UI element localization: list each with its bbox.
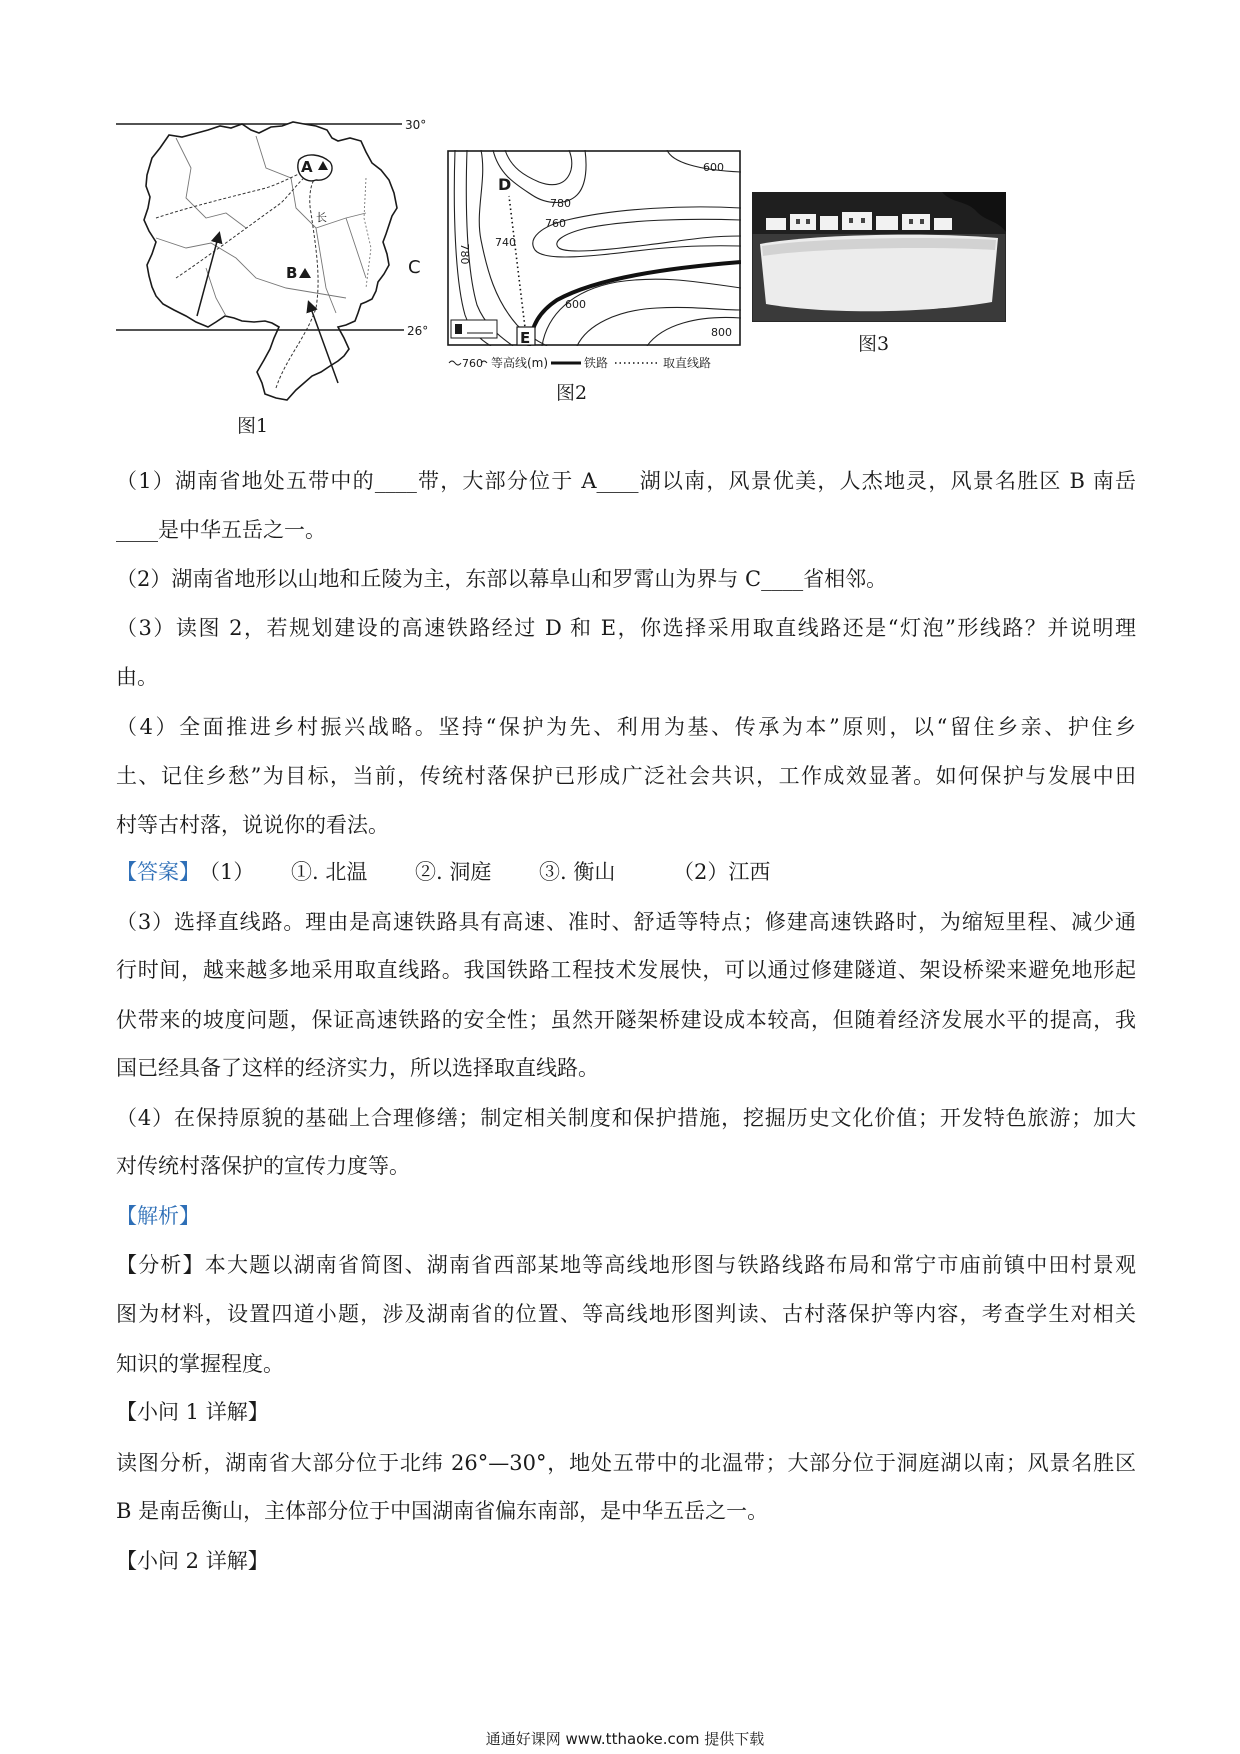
question-1-line-2: ____是中华五岳之一。 bbox=[116, 518, 326, 542]
figure-2-legend bbox=[447, 352, 741, 374]
question-2-line-1: （2）湖南省地形以山地和丘陵为主，东部以幕阜山和罗霄山为界与 C____省相邻。 bbox=[116, 567, 888, 591]
page-footer: 通通好课网 www.tthaoke.com 提供下载 bbox=[485, 1730, 765, 1748]
answer-blank-3: ③. 衡山 bbox=[539, 860, 616, 884]
figure-1-caption: 图1 bbox=[237, 415, 269, 437]
contour-label-800: 800 bbox=[711, 326, 732, 339]
answer-3-line-4: 国已经具备了这样的经济实力，所以选择取直线路。 bbox=[116, 1056, 599, 1080]
contour-label-600-top: 600 bbox=[703, 161, 724, 174]
analysis-label: 【解析】 bbox=[116, 1204, 200, 1228]
figure-3-caption: 图3 bbox=[858, 333, 890, 355]
label-e: E bbox=[520, 329, 531, 346]
contour-label-600: 600 bbox=[565, 298, 586, 311]
contour-label-760: 760 bbox=[545, 217, 566, 230]
latitude-30-label: 30° bbox=[405, 118, 427, 132]
label-a: A bbox=[301, 158, 313, 176]
contour-label-740: 740 bbox=[495, 236, 516, 249]
subquestion-2-heading: 【小问 2 详解】 bbox=[116, 1549, 269, 1573]
question-4-line-2: 土、记住乡愁”为目标，当前，传统村落保护已形成广泛社会共识，工作成效显著。如何保护与发展中田 bbox=[116, 764, 1136, 788]
answer-3-line-2: 行时间，越来越多地采用取直线路。我国铁路工程技术发展快，可以通过修建隧道、架设桥梁来避免地形起 bbox=[116, 958, 1136, 982]
answer-summary-line bbox=[116, 857, 1136, 887]
subquestion-1-heading: 【小问 1 详解】 bbox=[116, 1400, 269, 1424]
analysis-line-3: 知识的掌握程度。 bbox=[116, 1352, 284, 1376]
map-frame bbox=[448, 151, 740, 345]
subquestion-1-line-1: 读图分析，湖南省大部分位于北纬 26°—30°，地处五带中的北温带；大部分位于洞庭湖以南；风景名胜区 bbox=[116, 1451, 1136, 1475]
figure-1-hunan-map bbox=[116, 118, 436, 410]
legend-contour-wave-left bbox=[449, 361, 461, 365]
question-4-line-3: 村等古村落，说说你的看法。 bbox=[116, 813, 389, 837]
inset-mark bbox=[455, 324, 462, 334]
question-4-line-1: （4）全面推进乡村振兴战略。坚持“保护为先、利用为基、传承为本”原则，以“留住乡亲、护住乡 bbox=[116, 715, 1136, 739]
question-1-line-1: （1）湖南省地处五带中的____带，大部分位于 A____湖以南，风景优美，人杰地灵，风景名胜区 B 南岳 bbox=[116, 469, 1136, 493]
analysis-line-2: 图为材料，设置四道小题，涉及湖南省的位置、等高线地形图判读、古村落保护等内容，考查学生对相关 bbox=[116, 1302, 1136, 1326]
answer-3-line-1: （3）选择直线路。理由是高速铁路具有高速、准时、舒适等特点；修建高速铁路时，为缩短里程、减少通 bbox=[116, 910, 1136, 934]
answer-part-2: （2）江西 bbox=[673, 860, 771, 884]
question-3-line-1: （3）读图 2，若规划建设的高速铁路经过 D 和 E，你选择采用取直线路还是“灯泡”形线路？并说明理 bbox=[116, 616, 1136, 640]
answer-4-line-1: （4）在保持原貌的基础上合理修缮；制定相关制度和保护措施，挖掘历史文化价值；开发特色旅游；加大 bbox=[116, 1106, 1136, 1130]
legend-railway-label: 铁路 bbox=[584, 356, 609, 370]
answer-blank-2: ②. 洞庭 bbox=[415, 860, 492, 884]
label-b: B bbox=[286, 264, 298, 282]
answer-3-line-3: 伏带来的坡度问题，保证高速铁路的安全性；虽然开隧架桥建设成本较高，但随着经济发展水平的提高，我 bbox=[116, 1008, 1136, 1032]
answer-part-1-label: （1） bbox=[199, 860, 255, 884]
question-3-line-2: 由。 bbox=[116, 665, 158, 689]
legend-straight-label: 取直线路 bbox=[663, 356, 712, 370]
answer-4-line-2: 对传统村落保护的宣传力度等。 bbox=[116, 1154, 410, 1178]
label-chang: 长 bbox=[316, 211, 327, 224]
province-outline bbox=[144, 122, 397, 400]
latitude-26-label: 26° bbox=[407, 324, 429, 338]
legend-contour-label: 等高线(m) bbox=[491, 356, 549, 370]
contour-label-780: 780 bbox=[550, 197, 571, 210]
contour-label-780-left: 780 bbox=[458, 243, 471, 265]
answer-label: 【答案】 bbox=[116, 860, 200, 884]
label-d: D bbox=[498, 175, 512, 194]
legend-contour-value: 760 bbox=[462, 357, 483, 370]
photo-buildings bbox=[766, 212, 952, 230]
figure-2-contour-map bbox=[447, 150, 741, 346]
label-c: C bbox=[408, 257, 421, 278]
figure-3-village-photo bbox=[752, 192, 1006, 322]
figure-2-caption: 图2 bbox=[556, 382, 588, 404]
answer-blank-1: ①. 北温 bbox=[291, 860, 368, 884]
subquestion-1-line-2: B 是南岳衡山，主体部分位于中国湖南省偏东南部，是中华五岳之一。 bbox=[116, 1499, 769, 1523]
analysis-line-1: 【分析】本大题以湖南省简图、湖南省西部某地等高线地形图与铁路线路布局和常宁市庙前镇中田村景观 bbox=[116, 1253, 1136, 1277]
